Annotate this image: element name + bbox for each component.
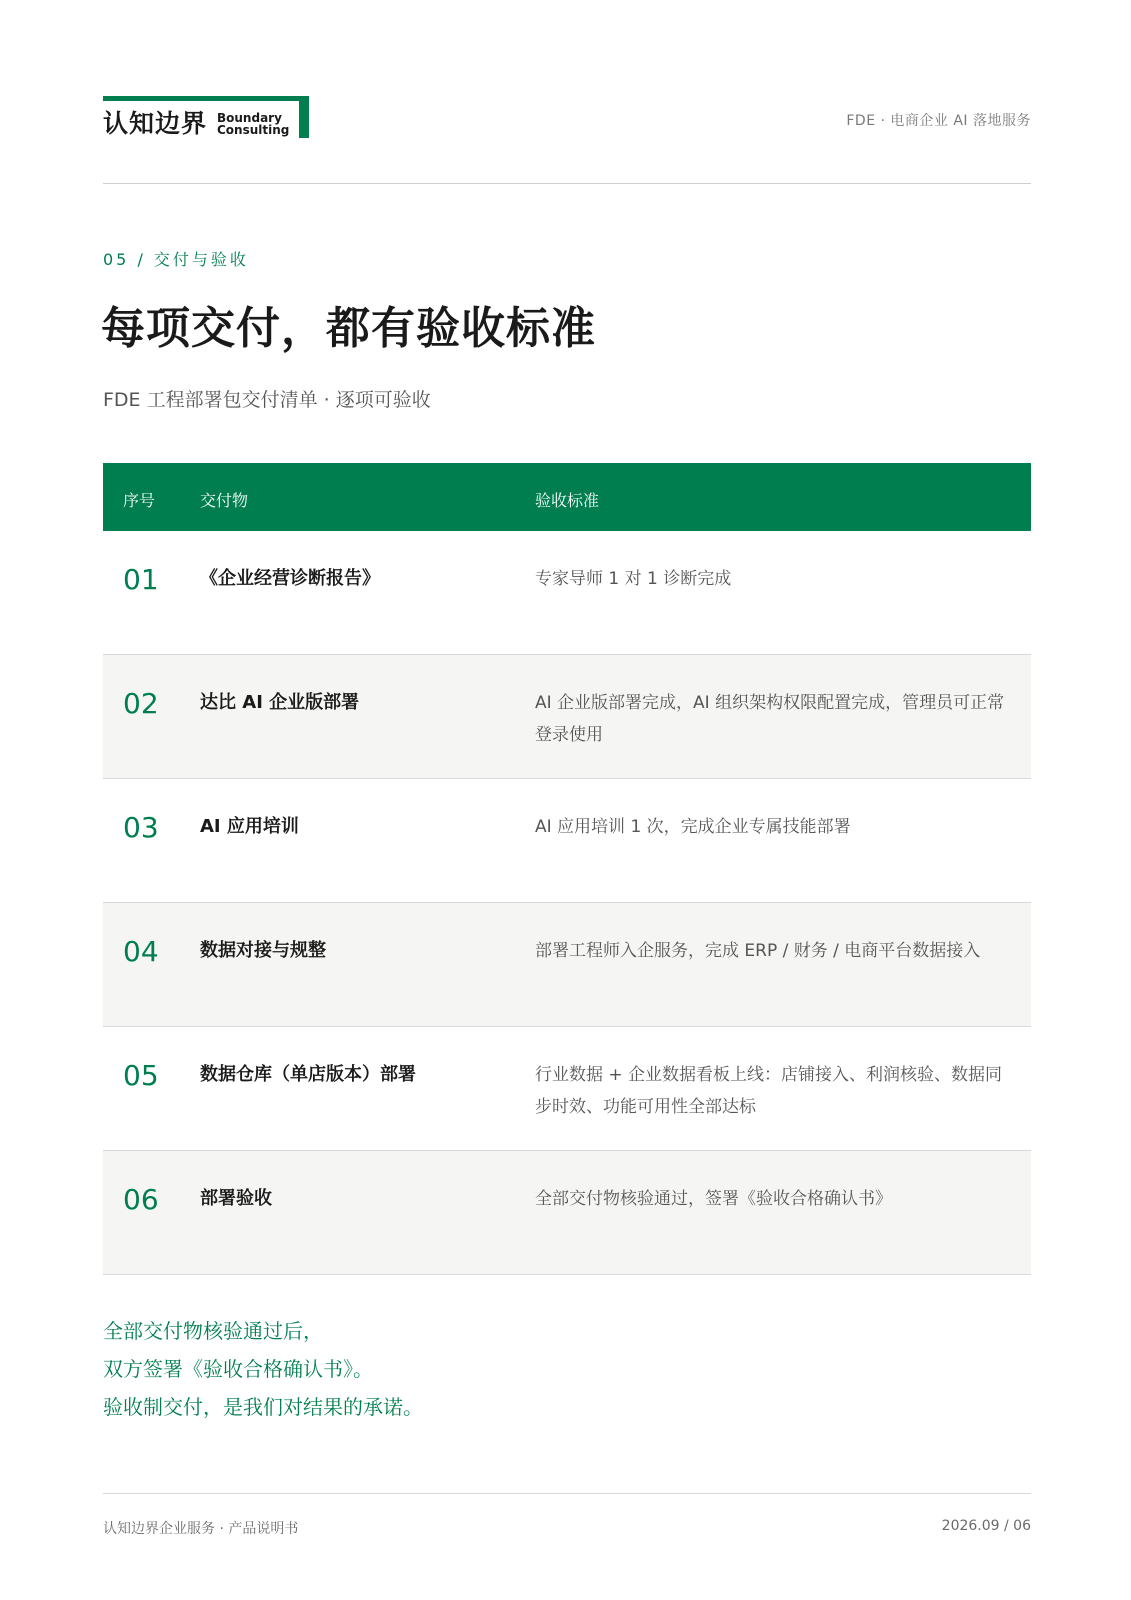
row-number: 03 [123, 811, 159, 844]
logo-en-line1: Boundary [217, 111, 282, 125]
note-line-2: 双方签署《验收合格确认书》。 [103, 1357, 373, 1381]
row-deliverable: 《企业经营诊断报告》 [200, 568, 380, 589]
logo-en-line2: Consulting [217, 123, 290, 137]
page-header [103, 96, 1031, 140]
deliverables-table [103, 463, 1031, 1275]
footer-page-number: 2026.09 / 06 [941, 1518, 1031, 1534]
header-divider [103, 183, 1031, 184]
logo-top-bar [103, 96, 309, 101]
row-deliverable: AI 应用培训 [200, 816, 299, 837]
row-criteria: 专家导师 1 对 1 诊断完成 [535, 569, 732, 589]
row-number: 05 [123, 1059, 159, 1092]
row-deliverable: 达比 AI 企业版部署 [200, 692, 360, 713]
footer-doc-title: 认知边界企业服务 · 产品说明书 [103, 1521, 299, 1537]
row-criteria: AI 应用培训 1 次，完成企业专属技能部署 [535, 817, 851, 837]
logo-cn-text: 认知边界 [103, 109, 208, 138]
note-line-1: 全部交付物核验通过后， [103, 1319, 323, 1343]
row-criteria: 全部交付物核验通过，签署《验收合格确认书》 [535, 1189, 892, 1209]
closing-note [103, 1312, 423, 1426]
row-criteria: AI 企业版部署完成，AI 组织架构权限配置完成，管理员可正常登录使用 [535, 693, 1005, 745]
row-number: 02 [123, 687, 159, 720]
row-criteria: 行业数据 + 企业数据看板上线：店铺接入、利润核验、数据同步时效、功能可用性全部达标 [535, 1065, 1003, 1117]
row-criteria: 部署工程师入企服务，完成 ERP / 财务 / 电商平台数据接入 [535, 941, 981, 961]
row-number: 04 [123, 935, 159, 968]
row-deliverable: 数据对接与规整 [200, 940, 326, 961]
row-deliverable: 数据仓库（单店版本）部署 [200, 1064, 416, 1085]
header-item: 交付物 [200, 491, 249, 510]
row-number: 01 [123, 563, 159, 596]
page-subtitle: FDE 工程部署包交付清单 · 逐项可验收 [103, 389, 431, 411]
table-row [103, 1027, 1031, 1151]
page-title: 每项交付，都有验收标准 [101, 303, 596, 354]
table-row [103, 531, 1031, 655]
logo-side-bar [299, 96, 309, 138]
table-row [103, 655, 1031, 779]
footer-divider [103, 1493, 1031, 1494]
table-row [103, 903, 1031, 1027]
table-row [103, 779, 1031, 903]
table-row [103, 1151, 1031, 1275]
logo-en-text [217, 112, 289, 136]
note-line-3: 验收制交付，是我们对结果的承诺。 [103, 1395, 423, 1419]
table-header [103, 463, 1031, 531]
header-criteria: 验收标准 [535, 491, 600, 510]
row-deliverable: 部署验收 [200, 1188, 272, 1209]
brand-logo [103, 96, 309, 140]
header-no: 序号 [123, 491, 156, 510]
header-tagline: FDE · 电商企业 AI 落地服务 [846, 113, 1031, 129]
row-number: 06 [123, 1183, 159, 1216]
section-label: 05 / 交付与验收 [103, 250, 249, 269]
